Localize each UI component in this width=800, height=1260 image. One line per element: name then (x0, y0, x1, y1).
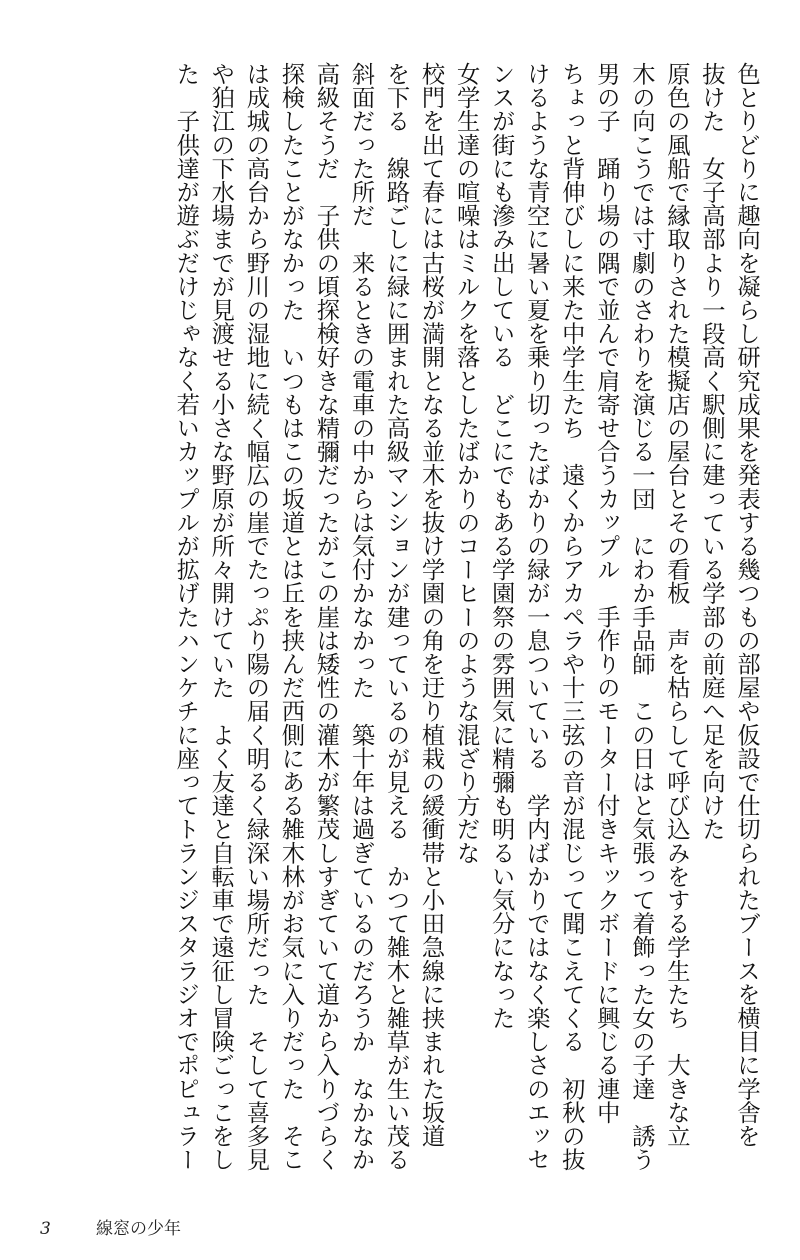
text-column: を下る 線路ごしに緑に囲まれた高級マンションが建っているのが見える かつて雑木と雑草が生い茂る (382, 62, 410, 1172)
text-column: や狛江の下水場までが見渡せる小さな野原が所々開けていた よく友達と自転車で遠征し冒険ごっこをし (207, 62, 235, 1172)
text-column: 女学生達の喧噪はミルクを落としたばかりのコーヒーのような混ざり方だな (452, 62, 480, 865)
page-footer (40, 1214, 181, 1242)
text-column: 探検したことがなかった いつもはこの坂道とは丘を挟んだ西側にある雑木林がお気に入りだった そこ (277, 62, 305, 1172)
text-column: 木の向こうでは寸劇のさわりを演じる一団 にわか手品師 この日はと気張って着飾った女の子達 誘う (627, 62, 655, 1172)
text-column: 高級そうだ 子供の頃探検好きな精彌だったがこの崖は矮性の灌木が繁茂しすぎていて道から入りづらく (312, 62, 340, 1172)
text-column: 色とりどりに趣向を凝らし研究成果を発表する幾つもの部屋や仮設で仕切られたブースを横目に学舎を (733, 62, 760, 1148)
text-column: 校門を出て春には古桜が満開となる並木を抜け学園の角を迂り植栽の緩衝帯と小田急線に挟まれた坂道 (417, 62, 445, 1148)
text-column: ちょっと背伸びしに来た中学生たち 遠くからアカペラや十三弦の音が混じって聞こえてくる 初秋の抜 (557, 62, 585, 1172)
text-column: た 子供達が遊ぶだけじゃなく若いカップルが拡げたハンケチに座ってトランジスタラジオでポピュラー (172, 62, 200, 1172)
text-column: けるような青空に暑い夏を乗り切ったばかりの緑が一息ついている 学内ばかりではなく楽しさのエッセ (522, 62, 550, 1172)
text-column: 原色の風船で縁取りされた模擬店の屋台とその看板 声を枯らして呼び込みをする学生たち 大きな立 (662, 62, 690, 1148)
page-number: 3 (40, 1219, 51, 1239)
text-column: は成城の高台から野川の湿地に続く幅広の崖でたっぷり陽の届く明るく緑深い場所だった そして喜多見 (242, 62, 270, 1172)
book-title: 線窓の少年 (96, 1219, 181, 1239)
text-column: 斜面だった所だ 来るときの電車の中からは気付かなかった 築十年は過ぎているのだろうか なかなか (347, 62, 375, 1172)
vertical-text-body (30, 62, 764, 1172)
text-column: 男の子 踊り場の隅で並んで肩寄せ合うカップル 手作りのモーター付きキックボードに興じる連中 (592, 62, 620, 1124)
text-column: ンスが街にも滲み出している どこにでもある学園祭の雰囲気に精彌も明るい気分になった (487, 62, 515, 1030)
text-column: 抜けた 女子高部より一段高く駅側に建っている学部の前庭へ足を向けた (697, 62, 725, 841)
